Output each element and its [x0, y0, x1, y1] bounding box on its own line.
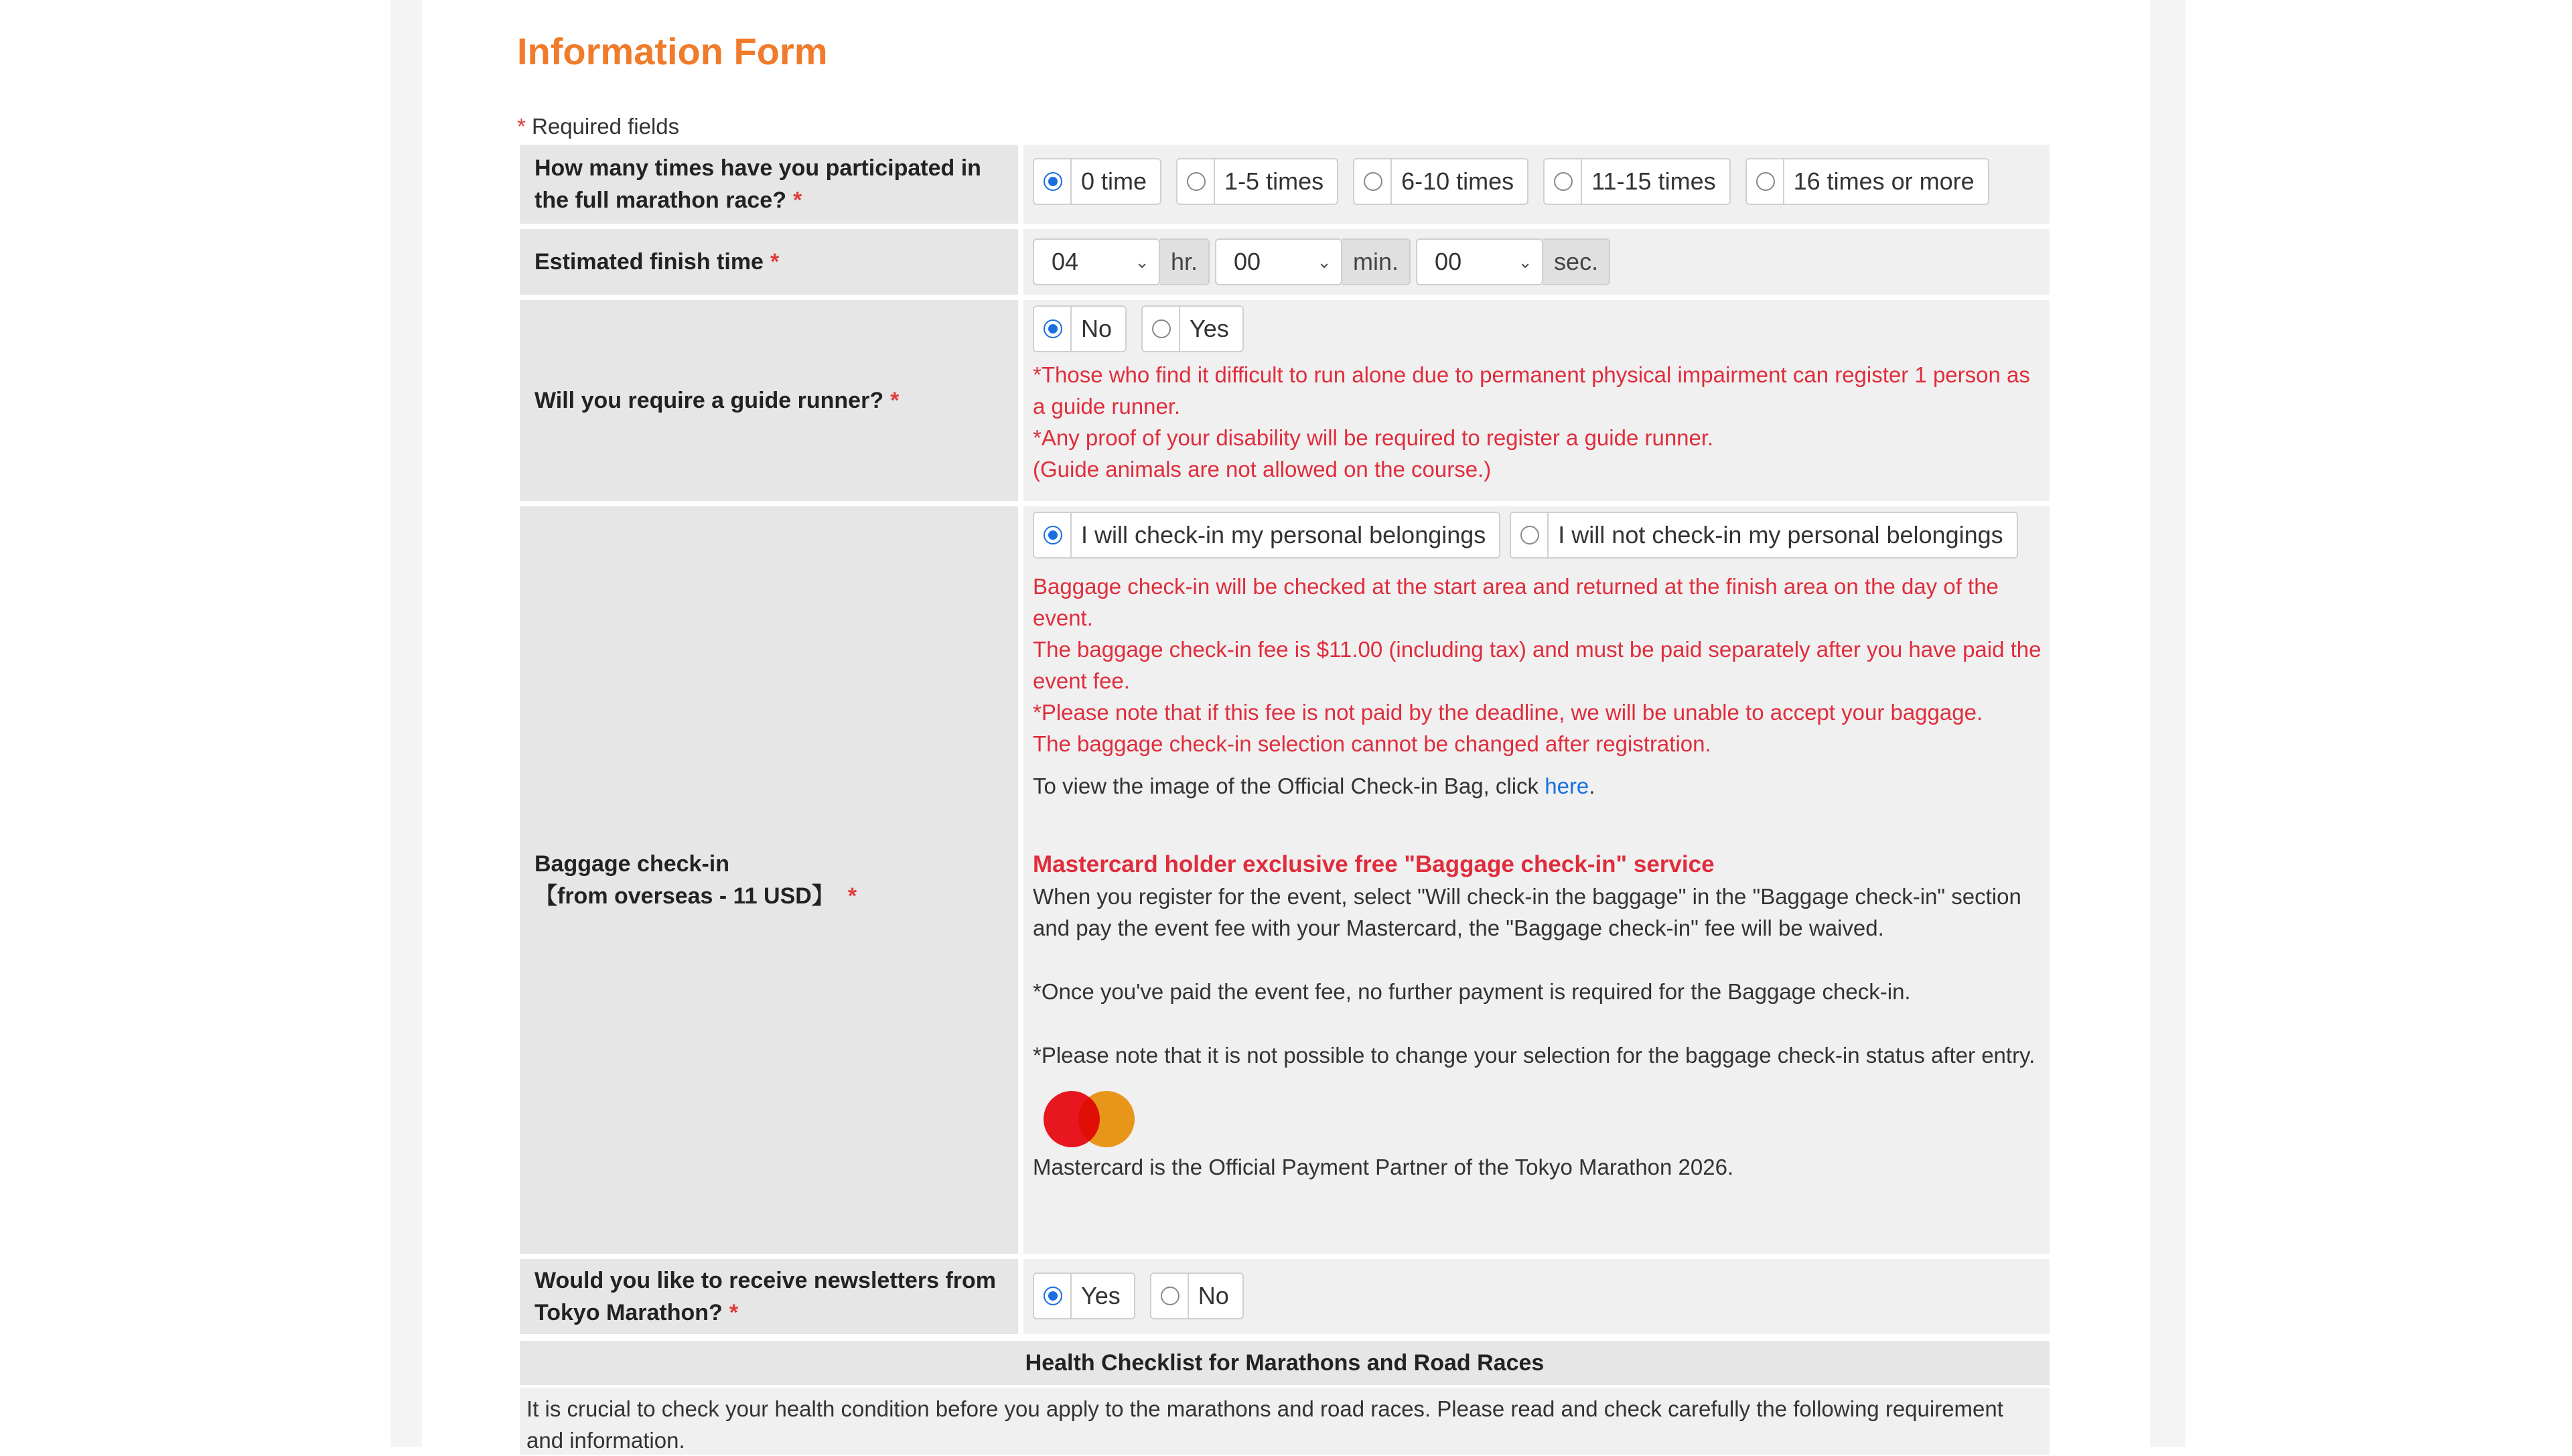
finish-time-selects	[1023, 229, 2050, 295]
baggage-options	[1023, 506, 2050, 1254]
required-asterisk: *	[517, 114, 526, 139]
check-in-bag-link[interactable]: here	[1545, 774, 1589, 798]
guide-runner-label	[520, 300, 1023, 501]
baggage-note: Baggage check-in will be checked at the start area and returned at the finish area on the day of the event.	[1033, 574, 1999, 630]
finish-time-label-text: Estimated finish time	[534, 249, 764, 275]
chevron-down-icon: ⌄	[1317, 251, 1332, 272]
guide-runner-option-no[interactable]	[1033, 305, 1127, 352]
guide-runner-label-text: Will you require a guide runner?	[534, 388, 884, 413]
radio-selected-icon[interactable]	[1044, 1287, 1062, 1305]
finish-time-label	[520, 229, 1023, 295]
guide-runner-note: *Any proof of your disability will be required to register a guide runner.	[1033, 425, 1714, 450]
radio-icon[interactable]	[1364, 172, 1382, 191]
baggage-note: The baggage check-in selection cannot be changed after registration.	[1033, 731, 1711, 756]
option-divider	[1188, 1272, 1189, 1319]
mastercard-partner-text: Mastercard is the Official Payment Partner of the Tokyo Marathon 2026.	[1033, 1155, 1734, 1179]
mastercard-note: *Please note that it is not possible to change your selection for the baggage check-in status after entry.	[1033, 1043, 2035, 1068]
seconds-unit: sec.	[1543, 238, 1610, 285]
option-divider	[1070, 1272, 1072, 1319]
mastercard-logo-icon	[1044, 1088, 1137, 1149]
participation-option-0[interactable]	[1033, 158, 1161, 205]
baggage-note: The baggage check-in fee is $11.00 (including tax) and must be paid separately after you have paid the event fee.	[1033, 637, 2042, 693]
hours-select[interactable]	[1033, 238, 1160, 285]
hours-unit: hr.	[1160, 238, 1210, 285]
newsletter-options	[1023, 1259, 2050, 1334]
chevron-down-icon: ⌄	[1135, 251, 1149, 272]
option-label: I will check-in my personal belongings	[1081, 521, 1486, 549]
mastercard-paragraph: When you register for the event, select "Will check-in the baggage" in the "Baggage check-in" section and pay the event fee with your Mastercard, the "Baggage check-in" fee will be waived.	[1033, 884, 2021, 940]
hours-value: 04	[1052, 248, 1079, 275]
participation-option-1[interactable]	[1176, 158, 1338, 205]
participation-option-4[interactable]	[1745, 158, 1989, 205]
baggage-label-line2: 【from overseas - 11 USD】	[534, 883, 835, 909]
participation-option-3[interactable]	[1543, 158, 1730, 205]
baggage-option-no-checkin[interactable]	[1510, 512, 2017, 559]
option-divider	[1214, 158, 1215, 205]
guide-runner-note: (Guide animals are not allowed on the course.)	[1033, 457, 1492, 482]
mastercard-orange-circle	[1078, 1091, 1135, 1147]
option-label: No	[1081, 315, 1113, 342]
mastercard-heading: Mastercard holder exclusive free "Baggage check-in" service	[1033, 851, 1715, 877]
health-checklist-heading: Health Checklist for Marathons and Road Races	[520, 1341, 2050, 1385]
radio-icon[interactable]	[1152, 319, 1171, 338]
radio-selected-icon[interactable]	[1044, 319, 1062, 338]
health-checklist-body: It is crucial to check your health condition before you apply to the marathons and road races. Please read and check carefully the following requirement and information.	[520, 1388, 2050, 1455]
radio-icon[interactable]	[1554, 172, 1573, 191]
baggage-note: *Please note that if this fee is not paid by the deadline, we will be unable to accept your baggage.	[1033, 700, 1983, 725]
check-in-bag-text-end: .	[1589, 774, 1595, 798]
required-asterisk: *	[770, 249, 780, 275]
option-divider	[1070, 305, 1072, 352]
required-asterisk: *	[890, 388, 900, 413]
option-label: Yes	[1190, 315, 1229, 342]
newsletter-option-yes[interactable]	[1033, 1272, 1135, 1319]
required-fields-note	[517, 114, 679, 139]
radio-selected-icon[interactable]	[1044, 172, 1062, 191]
minutes-select[interactable]	[1215, 238, 1342, 285]
participation-option-2[interactable]	[1353, 158, 1528, 205]
baggage-label-line1: Baggage check-in	[534, 851, 729, 877]
baggage-label	[520, 506, 1023, 1254]
radio-icon[interactable]	[1187, 172, 1206, 191]
participation-label	[520, 145, 1023, 224]
option-label: Yes	[1081, 1282, 1121, 1309]
guide-runner-options	[1023, 300, 2050, 501]
guide-runner-option-yes[interactable]	[1141, 305, 1244, 352]
seconds-select[interactable]	[1416, 238, 1543, 285]
option-label: 0 time	[1081, 167, 1147, 195]
option-divider	[1179, 305, 1180, 352]
participation-row	[520, 145, 2050, 229]
option-divider	[1070, 158, 1072, 205]
option-label: 16 times or more	[1793, 167, 1975, 195]
guide-runner-note: *Those who find it difficult to run alone due to permanent physical impairment can register 1 person as a guide runner.	[1033, 362, 2030, 419]
mastercard-note: *Once you've paid the event fee, no further payment is required for the Baggage check-in.	[1033, 979, 1911, 1004]
option-divider	[1070, 512, 1072, 559]
radio-icon[interactable]	[1520, 526, 1539, 544]
option-divider	[1547, 512, 1549, 559]
option-divider	[1581, 158, 1582, 205]
check-in-bag-text: To view the image of the Official Check-in Bag, click	[1033, 774, 1545, 798]
participation-options	[1023, 145, 2050, 224]
required-asterisk: *	[792, 188, 802, 213]
required-asterisk: *	[847, 883, 857, 909]
option-label: 1-5 times	[1224, 167, 1324, 195]
option-divider	[1783, 158, 1784, 205]
option-label: I will not check-in my personal belongings	[1558, 521, 2003, 549]
option-label: 6-10 times	[1401, 167, 1514, 195]
option-divider	[1390, 158, 1392, 205]
minutes-value: 00	[1234, 248, 1261, 275]
option-label: 11-15 times	[1591, 167, 1716, 195]
baggage-option-checkin[interactable]	[1033, 512, 1500, 559]
newsletter-label	[520, 1259, 1023, 1334]
required-asterisk: *	[729, 1300, 739, 1325]
participation-label-text: How many times have you participated in the full marathon race?	[534, 155, 981, 213]
baggage-row	[520, 506, 2050, 1259]
check-in-bag-info	[1033, 770, 2043, 802]
required-fields-text: Required fields	[525, 114, 680, 139]
option-label: No	[1198, 1282, 1229, 1309]
radio-selected-icon[interactable]	[1044, 526, 1062, 544]
radio-icon[interactable]	[1161, 1287, 1180, 1305]
form-title: Information Form	[517, 30, 828, 72]
seconds-value: 00	[1435, 248, 1462, 275]
form-rows	[520, 145, 2050, 1339]
minutes-unit: min.	[1342, 238, 1411, 285]
newsletter-label-text: Would you like to receive newsletters from Tokyo Marathon?	[534, 1268, 997, 1325]
chevron-down-icon: ⌄	[1518, 251, 1533, 272]
radio-icon[interactable]	[1756, 172, 1775, 191]
newsletter-row	[520, 1259, 2050, 1339]
guide-runner-row	[520, 300, 2050, 506]
finish-time-row	[520, 229, 2050, 300]
newsletter-option-no[interactable]	[1150, 1272, 1244, 1319]
